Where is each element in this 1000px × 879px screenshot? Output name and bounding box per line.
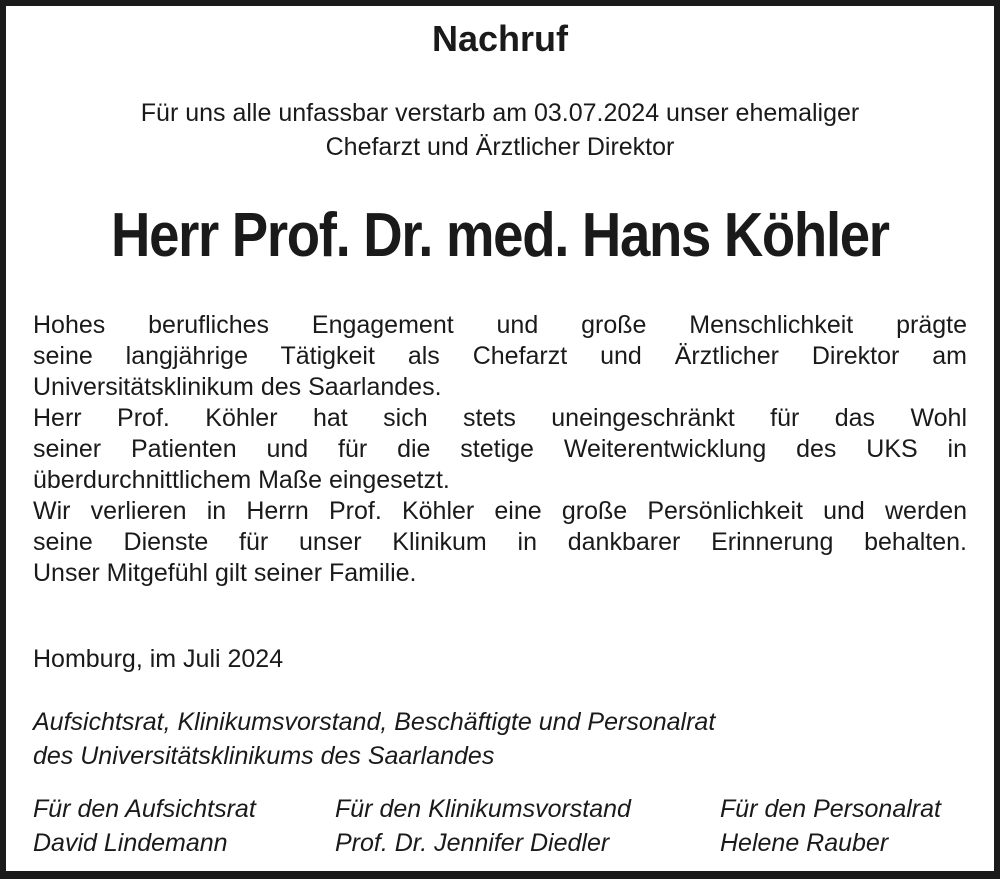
body-line: Herr Prof. Köhler hat sich stets uneingeschränkt für das Wohl bbox=[33, 404, 967, 432]
body-line: Wir verlieren in Herrn Prof. Köhler eine große Persönlichkeit und werden bbox=[33, 497, 967, 525]
signature-supervisory-board bbox=[33, 792, 256, 860]
body-line: seine Dienste für unser Klinikum in dankbarer Erinnerung behalten. bbox=[33, 528, 967, 556]
signature-staff-council bbox=[720, 792, 941, 860]
heading: Nachruf bbox=[431, 18, 569, 59]
intro-line: Chefarzt und Ärztlicher Direktor bbox=[325, 133, 675, 161]
deceased-name-block bbox=[0, 200, 1000, 271]
body-line: seine langjährige Tätigkeit als Chefarzt und Ärztlicher Direktor am bbox=[33, 342, 967, 370]
signature-board bbox=[335, 792, 631, 860]
signature-name: David Lindemann bbox=[33, 829, 228, 857]
body-line: Unser Mitgefühl gilt seiner Familie. bbox=[33, 559, 417, 587]
body-line: Hohes berufliches Engagement und große Menschlichkeit prägte bbox=[33, 311, 967, 339]
signature-name: Prof. Dr. Jennifer Diedler bbox=[335, 829, 610, 857]
intro bbox=[0, 96, 1000, 164]
place-date: Homburg, im Juli 2024 bbox=[33, 645, 284, 673]
signature-role: Für den Aufsichtsrat bbox=[33, 795, 256, 823]
organisation-line: Aufsichtsrat, Klinikumsvorstand, Beschäftigte und Personalrat bbox=[33, 708, 716, 736]
body-line: überdurchnittlichem Maße eingesetzt. bbox=[33, 466, 450, 494]
signature-role: Für den Personalrat bbox=[720, 795, 941, 823]
organisation-line: des Universitätsklinikums des Saarlandes bbox=[33, 742, 495, 770]
signature-role: Für den Klinikumsvorstand bbox=[335, 795, 631, 823]
body-line: seiner Patienten und für die stetige Weiterentwicklung des UKS in bbox=[33, 435, 967, 463]
body-text bbox=[33, 310, 967, 589]
intro-line: Für uns alle unfassbar verstarb am 03.07.2024 unser ehemaliger bbox=[140, 99, 860, 127]
signature-name: Helene Rauber bbox=[720, 829, 889, 857]
deceased-name: Herr Prof. Dr. med. Hans Köhler bbox=[111, 201, 889, 270]
body-line: Universitätsklinikum des Saarlandes. bbox=[33, 373, 442, 401]
organisation bbox=[33, 705, 715, 773]
